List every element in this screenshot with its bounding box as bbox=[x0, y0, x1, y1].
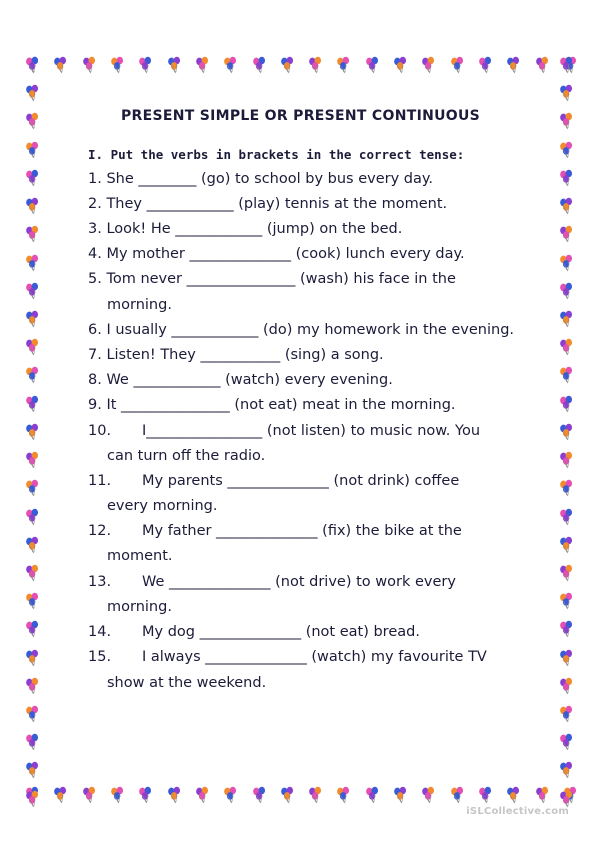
balloon-icon bbox=[558, 225, 576, 243]
balloon-icon bbox=[137, 56, 155, 74]
balloon-icon bbox=[335, 56, 353, 74]
balloon-icon bbox=[222, 56, 240, 74]
watermark: iSLCollective.com bbox=[466, 806, 569, 817]
exercise-line-13 bbox=[88, 574, 456, 590]
balloon-border-bottom bbox=[24, 786, 580, 808]
balloon-icon bbox=[449, 56, 467, 74]
balloon-icon bbox=[24, 84, 42, 102]
balloon-icon bbox=[558, 338, 576, 356]
exercise-line-11 bbox=[88, 473, 459, 489]
item-text: We ______________ (not drive) to work every bbox=[142, 574, 456, 590]
balloon-icon bbox=[24, 395, 42, 413]
instruction-text: I. Put the verbs in brackets in the correct tense: bbox=[88, 147, 465, 162]
exercise-line-13-cont: morning. bbox=[107, 599, 172, 615]
exercise-line-10-cont: can turn off the radio. bbox=[107, 448, 266, 464]
balloon-icon bbox=[166, 786, 184, 804]
balloon-icon bbox=[307, 56, 325, 74]
balloon-icon bbox=[364, 56, 382, 74]
balloon-icon bbox=[558, 705, 576, 723]
balloon-icon bbox=[558, 56, 576, 74]
balloon-icon bbox=[558, 592, 576, 610]
balloon-icon bbox=[24, 677, 42, 695]
balloon-icon bbox=[24, 705, 42, 723]
exercise-line-7: 7. Listen! They ___________ (sing) a song. bbox=[88, 347, 384, 363]
balloon-icon bbox=[392, 56, 410, 74]
balloon-border-top bbox=[24, 56, 580, 78]
balloon-icon bbox=[166, 56, 184, 74]
balloon-icon bbox=[420, 56, 438, 74]
balloon-icon bbox=[558, 790, 576, 808]
balloon-icon bbox=[534, 786, 552, 804]
balloon-icon bbox=[24, 451, 42, 469]
balloon-icon bbox=[194, 786, 212, 804]
balloon-icon bbox=[24, 169, 42, 187]
item-text: I________________ (not listen) to music now. You bbox=[142, 423, 481, 439]
exercise-line-14 bbox=[88, 624, 420, 640]
balloon-icon bbox=[558, 84, 576, 102]
balloon-icon bbox=[24, 508, 42, 526]
balloon-icon bbox=[505, 56, 523, 74]
balloon-icon bbox=[558, 282, 576, 300]
balloon-icon bbox=[251, 56, 269, 74]
balloon-icon bbox=[81, 56, 99, 74]
balloon-icon bbox=[534, 56, 552, 74]
balloon-icon bbox=[335, 786, 353, 804]
balloon-icon bbox=[558, 649, 576, 667]
balloon-icon bbox=[109, 786, 127, 804]
exercise-line-9: 9. It _______________ (not eat) meat in the morning. bbox=[88, 397, 456, 413]
worksheet-title: PRESENT SIMPLE OR PRESENT CONTINUOUS bbox=[120, 108, 481, 124]
balloon-icon bbox=[194, 56, 212, 74]
balloon-icon bbox=[558, 197, 576, 215]
exercise-line-12-cont: moment. bbox=[107, 548, 173, 564]
item-text: My father ______________ (fix) the bike at the bbox=[142, 523, 462, 539]
balloon-icon bbox=[558, 141, 576, 159]
item-number: 13. bbox=[88, 574, 112, 590]
balloon-icon bbox=[24, 620, 42, 638]
balloon-icon bbox=[24, 366, 42, 384]
balloon-icon bbox=[558, 423, 576, 441]
balloon-icon bbox=[24, 761, 42, 779]
exercise-line-3: 3. Look! He ____________ (jump) on the bed. bbox=[88, 221, 403, 237]
balloon-icon bbox=[558, 479, 576, 497]
balloon-icon bbox=[24, 536, 42, 554]
balloon-icon bbox=[279, 56, 297, 74]
item-number: 12. bbox=[88, 523, 112, 539]
balloon-icon bbox=[307, 786, 325, 804]
balloon-icon bbox=[24, 310, 42, 328]
balloon-icon bbox=[24, 338, 42, 356]
balloon-icon bbox=[137, 786, 155, 804]
exercise-line-15 bbox=[88, 649, 487, 665]
exercise-line-5-cont: morning. bbox=[107, 297, 172, 313]
exercise-line-10 bbox=[88, 423, 480, 439]
item-text: My parents ______________ (not drink) coffee bbox=[142, 473, 460, 489]
balloon-icon bbox=[558, 395, 576, 413]
balloon-icon bbox=[24, 649, 42, 667]
exercise-line-8: 8. We ____________ (watch) every evening. bbox=[88, 372, 393, 388]
balloon-icon bbox=[24, 141, 42, 159]
balloon-border-left bbox=[24, 56, 46, 808]
balloon-icon bbox=[558, 310, 576, 328]
balloon-icon bbox=[24, 282, 42, 300]
balloon-icon bbox=[449, 786, 467, 804]
balloon-icon bbox=[24, 564, 42, 582]
exercise-line-4: 4. My mother ______________ (cook) lunch every day. bbox=[88, 246, 465, 262]
balloon-icon bbox=[477, 56, 495, 74]
balloon-icon bbox=[364, 786, 382, 804]
exercise-line-6: 6. I usually ____________ (do) my homework in the evening. bbox=[88, 322, 515, 338]
balloon-icon bbox=[222, 786, 240, 804]
item-text: My dog ______________ (not eat) bread. bbox=[142, 624, 420, 640]
balloon-icon bbox=[24, 56, 42, 74]
balloon-icon bbox=[24, 479, 42, 497]
item-number: 10. bbox=[88, 423, 112, 439]
balloon-icon bbox=[24, 423, 42, 441]
balloon-icon bbox=[558, 761, 576, 779]
balloon-icon bbox=[24, 790, 42, 808]
balloon-icon bbox=[251, 786, 269, 804]
balloon-icon bbox=[81, 786, 99, 804]
balloon-icon bbox=[109, 56, 127, 74]
balloon-icon bbox=[24, 733, 42, 751]
exercise-line-5: 5. Tom never _______________ (wash) his face in the bbox=[88, 271, 456, 287]
balloon-icon bbox=[52, 56, 70, 74]
balloon-icon bbox=[558, 169, 576, 187]
balloon-icon bbox=[24, 197, 42, 215]
exercise-line-11-cont: every morning. bbox=[107, 498, 218, 514]
balloon-icon bbox=[392, 786, 410, 804]
balloon-icon bbox=[477, 786, 495, 804]
balloon-icon bbox=[420, 786, 438, 804]
exercise-line-12 bbox=[88, 523, 462, 539]
balloon-icon bbox=[24, 225, 42, 243]
item-number: 11. bbox=[88, 473, 112, 489]
balloon-icon bbox=[558, 536, 576, 554]
balloon-icon bbox=[558, 733, 576, 751]
balloon-icon bbox=[558, 451, 576, 469]
item-text: I always ______________ (watch) my favourite TV bbox=[142, 649, 487, 665]
balloon-border-right bbox=[558, 56, 580, 808]
balloon-icon bbox=[52, 786, 70, 804]
item-number: 15. bbox=[88, 649, 112, 665]
balloon-icon bbox=[279, 786, 297, 804]
balloon-icon bbox=[558, 620, 576, 638]
balloon-icon bbox=[558, 254, 576, 272]
exercise-line-2: 2. They ____________ (play) tennis at the moment. bbox=[88, 196, 448, 212]
balloon-icon bbox=[24, 254, 42, 272]
balloon-icon bbox=[558, 564, 576, 582]
balloon-icon bbox=[505, 786, 523, 804]
balloon-icon bbox=[558, 366, 576, 384]
balloon-icon bbox=[558, 677, 576, 695]
exercise-line-1: 1. She ________ (go) to school by bus every day. bbox=[88, 171, 433, 187]
balloon-icon bbox=[558, 508, 576, 526]
balloon-icon bbox=[24, 592, 42, 610]
item-number: 14. bbox=[88, 624, 112, 640]
exercise-line-15-cont: show at the weekend. bbox=[107, 675, 267, 691]
